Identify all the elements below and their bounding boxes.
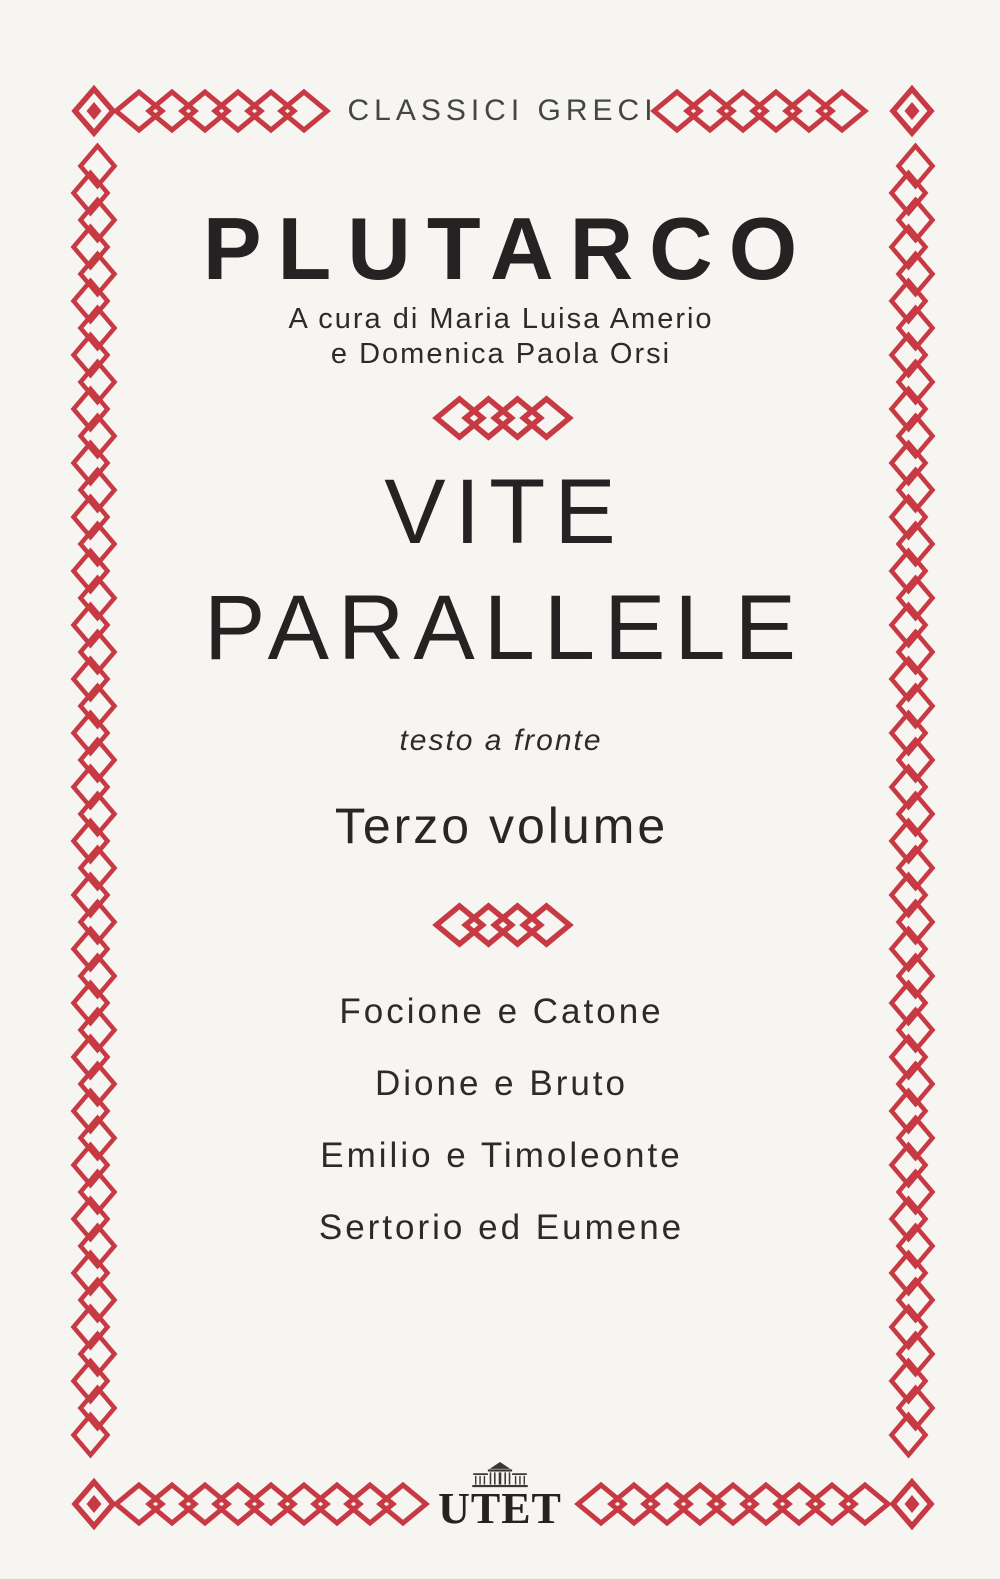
book-title	[0, 454, 1000, 686]
contents-item: Emilio e Timoleonte	[320, 1136, 683, 1175]
volume-label: Terzo volume	[334, 798, 669, 854]
series-title: CLASSICI GRECI	[347, 94, 658, 127]
book-title-line-2: PARALLELE	[204, 577, 805, 679]
contents-item: Focione e Catone	[339, 992, 664, 1031]
author-name: PLUTARCO	[202, 199, 814, 298]
contents-item: Dione e Bruto	[374, 1064, 629, 1103]
publisher-logo	[0, 1462, 1000, 1533]
publisher-name: UTET	[438, 1484, 562, 1533]
book-title-line-1: VITE	[384, 461, 625, 563]
editors-credit	[0, 302, 1000, 372]
subtitle: testo a fronte	[399, 724, 603, 757]
contents-item: Sertorio ed Eumene	[318, 1208, 685, 1247]
editors-line-1: A cura di Maria Luisa Amerio	[288, 303, 714, 335]
contents-list	[0, 976, 1000, 1264]
editors-line-2: e Domenica Paola Orsi	[330, 338, 672, 370]
